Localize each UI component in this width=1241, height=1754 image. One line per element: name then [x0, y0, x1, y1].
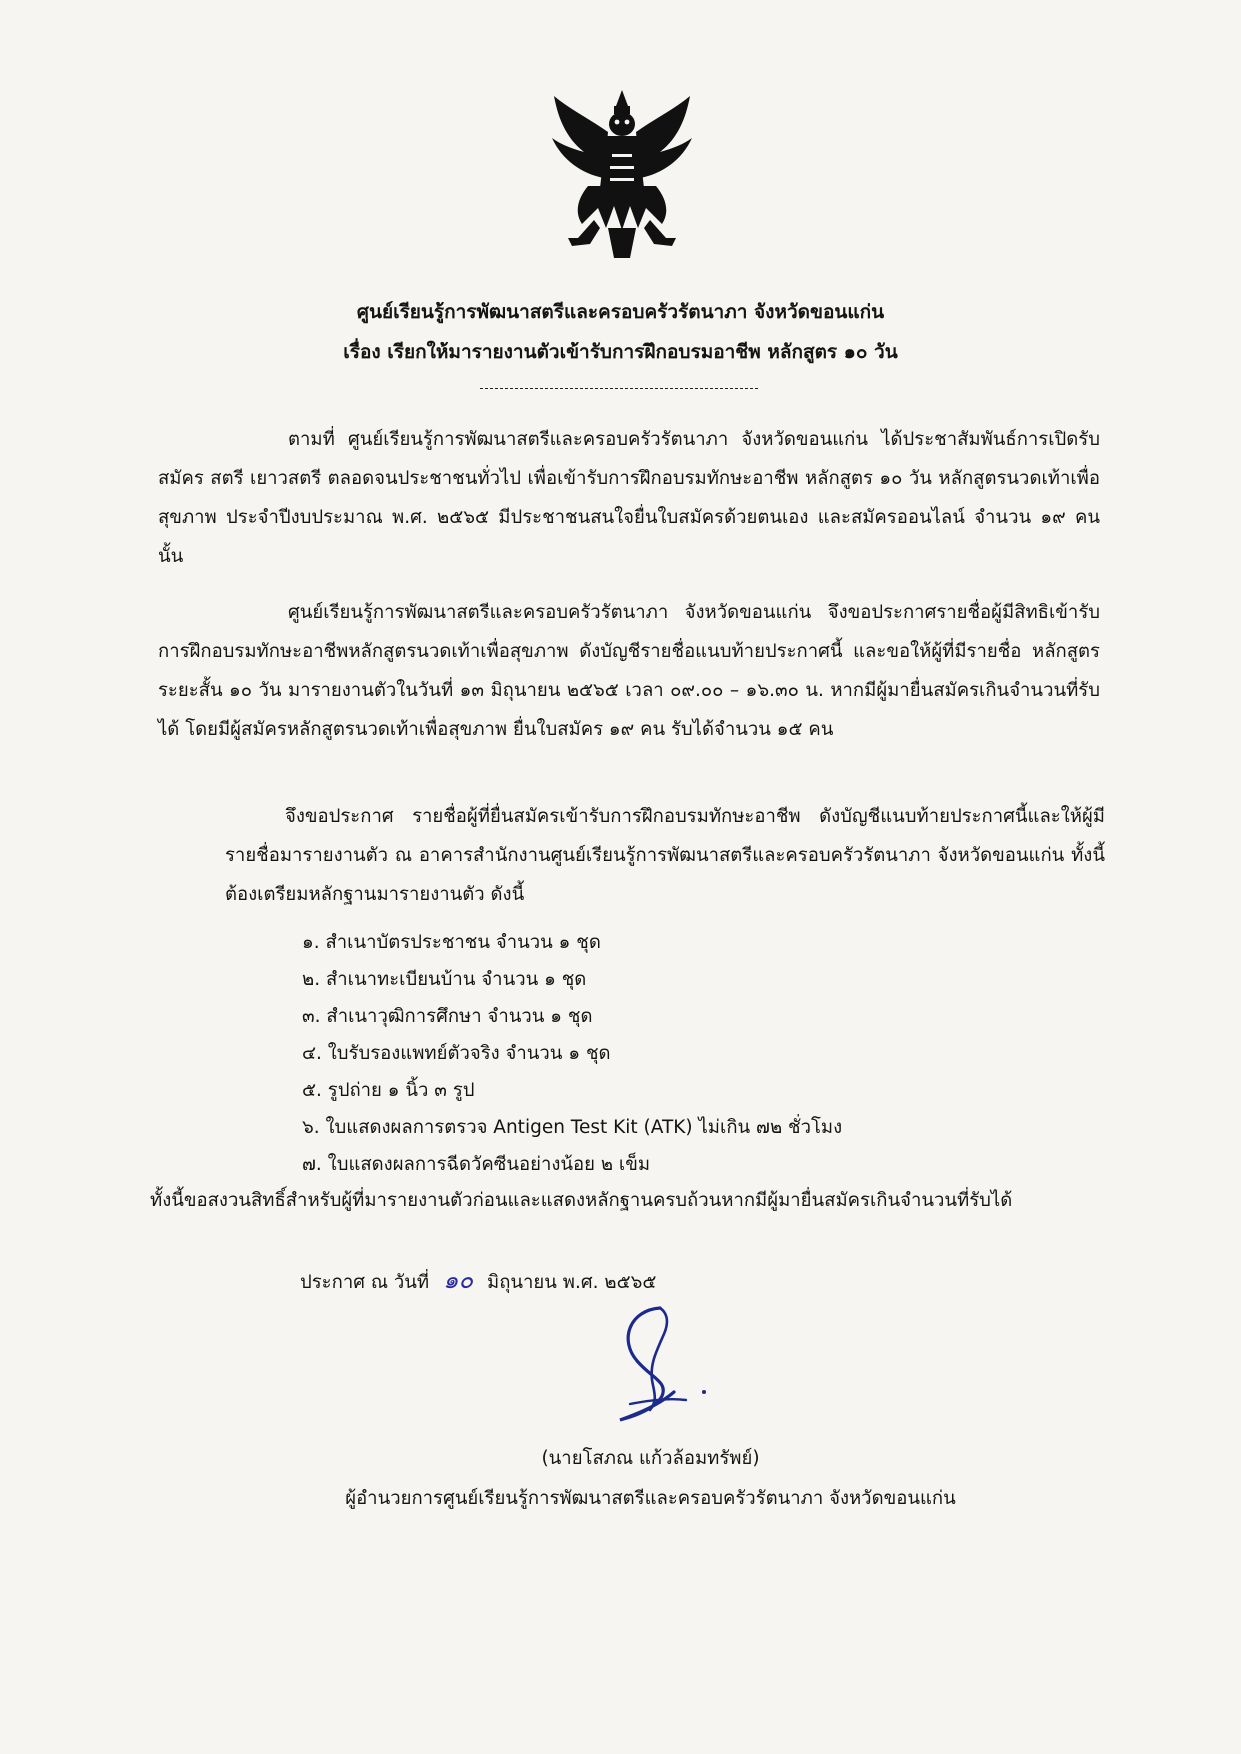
date-month-year: มิถุนายน พ.ศ. ๒๕๖๕ [487, 1272, 657, 1293]
signer-name: (นายโสภณ แก้วล้อมทรัพย์) [541, 1448, 760, 1469]
announcement-date [300, 1260, 656, 1299]
list-item: ๖. ใบแสดงผลการตรวจ Antigen Test Kit (ATK) ไม่เกิน ๗๒ ชั่วโมง [302, 1117, 843, 1138]
list-item: ๕. รูปถ่าย ๑ นิ้ว ๓ รูป [302, 1080, 475, 1101]
list-item: ๔. ใบรับรองแพทย์ตัวจริง จำนวน ๑ ชุด [302, 1043, 611, 1064]
list-item: ๒. สำเนาทะเบียนบ้าน จำนวน ๑ ชุด [302, 969, 587, 990]
required-documents-list [302, 924, 842, 1183]
subject-title: เรื่อง เรียกให้มารายงานตัวเข้ารับการฝึกอบรมอาชีพ หลักสูตร ๑๐ วัน [343, 341, 898, 363]
paragraph-report-instructions: จึงขอประกาศ รายชื่อผู้ที่ยื่นสมัครเข้ารับการฝึกอบรมทักษะอาชีพ ดังบัญชีแนบท้ายประกาศนี้และให้ผู้มีรายชื่อมารายงานตัว ณ อาคารสำนักงานศูนย์เรียนรู้การพัฒนาสตรีและครอบครัวรัตนาภา จังหวัดขอนแก่น ทั้งนี้ ต้องเตรียมหลักฐานมารายงานตัว ดังนี้ [225, 806, 1105, 905]
date-day-handwritten: ๑๐ [443, 1266, 473, 1294]
organization-title: ศูนย์เรียนรู้การพัฒนาสตรีและครอบครัวรัตนาภา จังหวัดขอนแก่น [356, 301, 885, 323]
paragraph-eligible-list: ศูนย์เรียนรู้การพัฒนาสตรีและครอบครัวรัตนาภา จังหวัดขอนแก่น จึงขอประกาศรายชื่อผู้มีสิทธิเข้ารับการฝึกอบรมทักษะอาชีพหลักสูตรนวดเท้าเพื่อสุขภาพ ดังบัญชีรายชื่อแนบท้ายประกาศนี้ และขอให้ผู้ที่มีรายชื่อ หลักสูตรระยะสั้น ๑๐ วัน มารายงานตัวในวันที่ ๑๓ มิถุนายน ๒๕๖๕ เวลา ๐๙.๐๐ – ๑๖.๓๐ น. หากมีผู้มายื่นสมัครเกินจำนวนที่รับได้ โดยมีผู้สมัครหลักสูตรนวดเท้าเพื่อสุขภาพ ยื่นใบสมัคร ๑๙ คน รับได้จำนวน ๑๕ คน [158, 602, 1100, 740]
signature-icon [590, 1300, 720, 1430]
list-item: ๓. สำเนาวุฒิการศึกษา จำนวน ๑ ชุด [302, 1006, 593, 1027]
closing-statement: ทั้งนี้ขอสงวนสิทธิ์สำหรับผู้ที่มารายงานตัวก่อนและแสดงหลักฐานครบถ้วนหากมีผู้มายื่นสมัครเกินจำนวนที่รับได้ [150, 1190, 1013, 1211]
title-divider [480, 388, 758, 389]
list-item: ๑. สำเนาบัตรประชาชน จำนวน ๑ ชุด [302, 932, 601, 953]
paragraph-announcement: ตามที่ ศูนย์เรียนรู้การพัฒนาสตรีและครอบครัวรัตนาภา จังหวัดขอนแก่น ได้ประชาสัมพันธ์การเปิดรับสมัคร สตรี เยาวสตรี ตลอดจนประชาชนทั่วไป เพื่อเข้ารับการฝึกอบรมทักษะอาชีพ หลักสูตร ๑๐ วัน หลักสูตรนวดเท้าเพื่อสุขภาพ ประจำปีงบประมาณ พ.ศ. ๒๕๖๕ มีประชาชนสนใจยื่นใบสมัครด้วยตนเอง และสมัครออนไลน์ จำนวน ๑๙ คน นั้น [158, 429, 1100, 567]
garuda-emblem-icon [548, 88, 696, 263]
signer-position: ผู้อำนวยการศูนย์เรียนรู้การพัฒนาสตรีและครอบครัวรัตนาภา จังหวัดขอนแก่น [345, 1488, 956, 1509]
date-prefix: ประกาศ ณ วันที่ [300, 1272, 430, 1293]
list-item: ๗. ใบแสดงผลการฉีดวัคซีนอย่างน้อย ๒ เข็ม [302, 1154, 651, 1175]
